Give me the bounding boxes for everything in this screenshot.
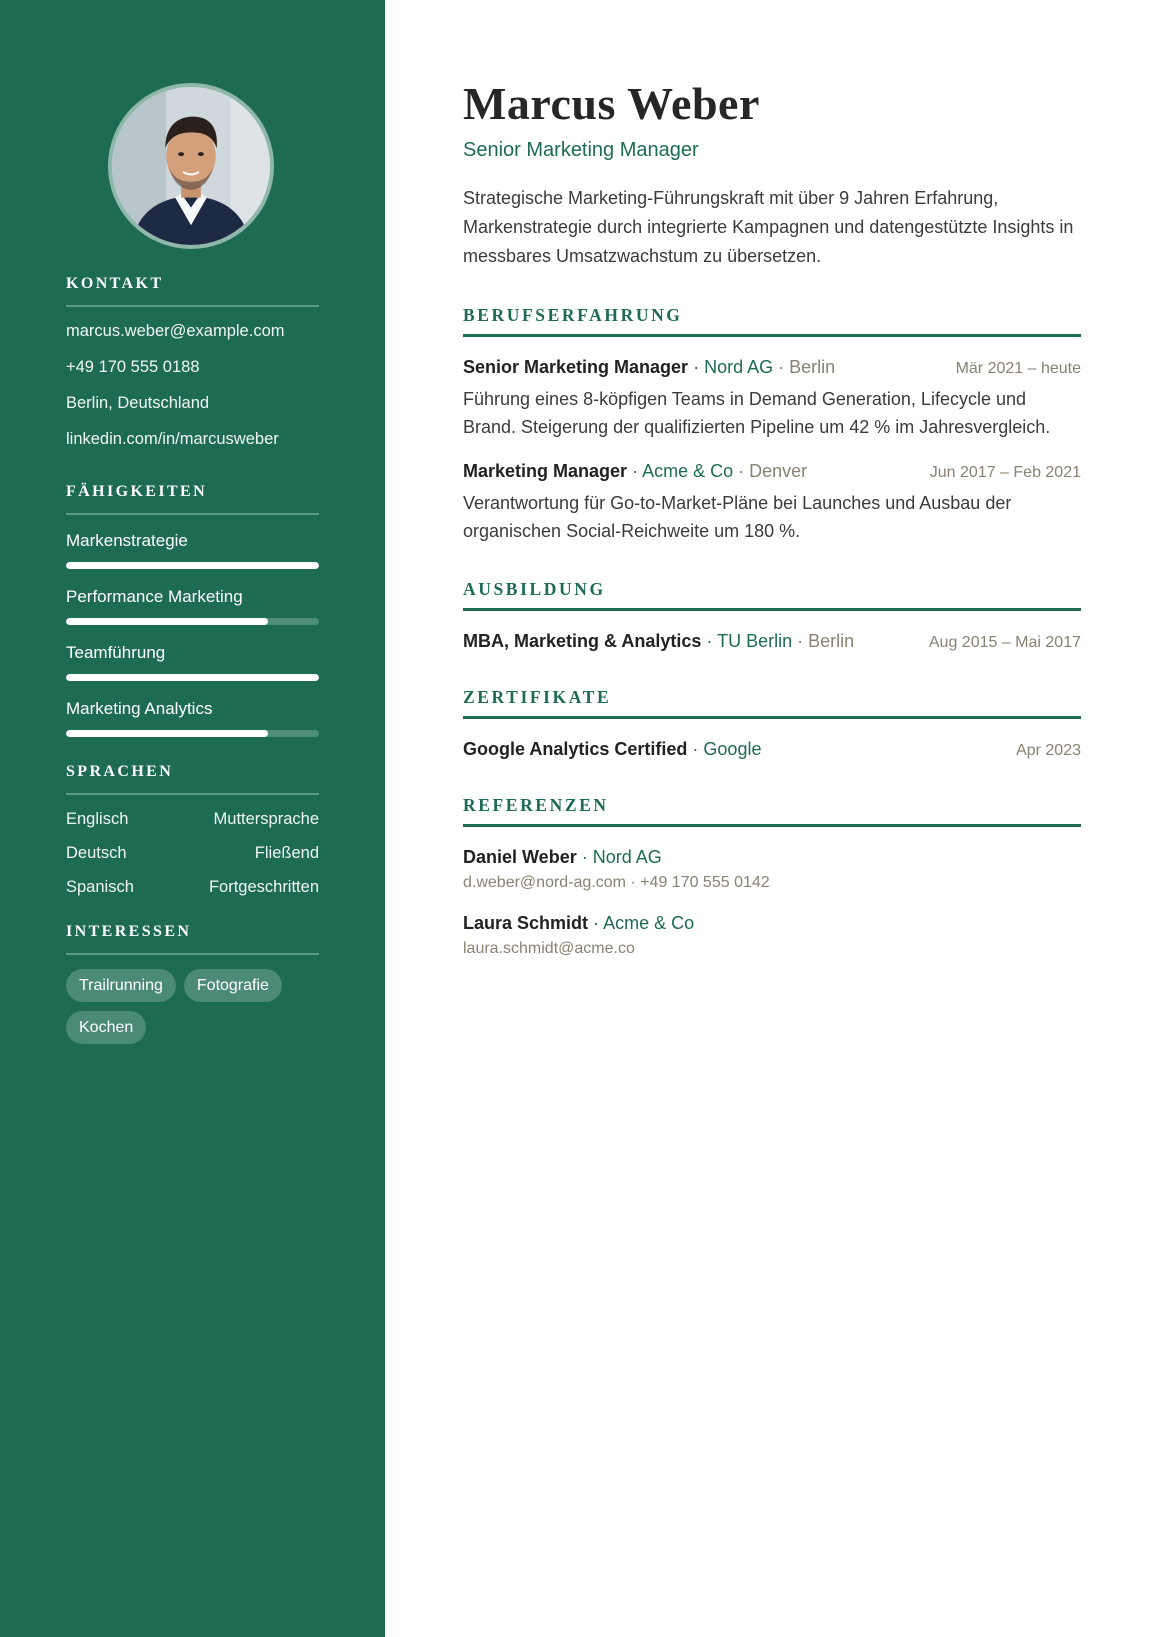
experience-section [463, 305, 1081, 545]
school-name: TU Berlin [717, 631, 793, 651]
reference-org: Nord AG [592, 847, 662, 867]
skill-label: Markenstrategie [66, 531, 188, 550]
language-level: Fortgeschritten [208, 878, 319, 896]
contact-phone[interactable]: +49 170 555 0188 [66, 358, 200, 376]
company-name: Nord AG [704, 357, 774, 377]
person-name: Marcus Weber [463, 78, 760, 129]
skill-item [66, 587, 319, 625]
language-name: Englisch [66, 810, 129, 828]
references-section [463, 795, 1081, 959]
education-entry [463, 629, 1081, 653]
job-title: Senior Marketing Manager [463, 357, 689, 377]
reference-entry [463, 911, 1081, 959]
main-content [463, 76, 1081, 959]
skill-bar [66, 674, 319, 681]
company-name: Acme & Co [642, 461, 734, 481]
certificates-heading: ZERTIFIKATE [463, 687, 1081, 719]
separator: · [797, 631, 804, 651]
skill-item [66, 531, 319, 569]
interest-tag: Fotografie [184, 969, 282, 1002]
interests-heading: INTERESSEN [66, 923, 319, 955]
contact-heading: KONTAKT [66, 275, 319, 307]
separator: · [706, 631, 713, 651]
certificate-title: Google Analytics Certified [463, 739, 688, 759]
education-section [463, 579, 1081, 653]
reference-name: Laura Schmidt [463, 913, 589, 933]
interests-tags [66, 969, 319, 1044]
references-heading: REFERENZEN [463, 795, 1081, 827]
certificate-entry [463, 737, 1081, 761]
reference-title-line [463, 911, 1081, 935]
skills-heading: FÄHIGKEITEN [66, 483, 319, 515]
separator: · [692, 739, 699, 759]
entry-title-line [463, 629, 854, 653]
contact-email[interactable]: marcus.weber@example.com [66, 322, 285, 340]
entry-header [463, 459, 1081, 483]
separator: · [632, 461, 639, 481]
interest-tag: Kochen [66, 1011, 146, 1044]
degree-title: MBA, Marketing & Analytics [463, 631, 702, 651]
languages-section [66, 763, 319, 897]
profile-photo-image [112, 87, 270, 245]
reference-title-line [463, 845, 1081, 869]
job-location: Berlin [789, 357, 836, 377]
experience-entry [463, 459, 1081, 545]
certificate-date: Apr 2023 [1016, 742, 1081, 759]
separator: · [593, 913, 600, 933]
skill-bar-fill [66, 674, 319, 681]
reference-contact[interactable]: laura.schmidt@acme.co [463, 940, 635, 957]
language-level: Muttersprache [213, 810, 319, 828]
language-name: Spanisch [66, 878, 134, 896]
separator: · [581, 847, 588, 867]
skill-label: Performance Marketing [66, 587, 243, 606]
job-description: Führung eines 8-köpfigen Teams in Demand Generation, Lifecycle und Brand. Steigerung der qualifizierten Pipeline um 42 % im Jahresvergleich. [463, 389, 1051, 437]
skill-item [66, 699, 319, 737]
language-level: Fließend [254, 844, 319, 862]
school-location: Berlin [808, 631, 855, 651]
job-description: Verantwortung für Go-to-Market-Pläne bei Launches und Ausbau der organischen Social-Reichweite um 180 %. [463, 493, 1012, 541]
entry-header [463, 355, 1081, 379]
reference-entry [463, 845, 1081, 893]
job-title: Marketing Manager [463, 461, 628, 481]
job-dates: Jun 2017 – Feb 2021 [929, 464, 1081, 481]
certificate-issuer: Google [703, 739, 762, 759]
job-location: Denver [749, 461, 808, 481]
separator: · [693, 357, 700, 377]
experience-entry [463, 355, 1081, 441]
skill-label: Marketing Analytics [66, 699, 213, 718]
job-dates: Mär 2021 – heute [955, 360, 1081, 377]
certificates-section [463, 687, 1081, 761]
entry-header [463, 737, 1081, 761]
reference-name: Daniel Weber [463, 847, 577, 867]
language-row [66, 809, 319, 829]
person-role: Senior Marketing Manager [463, 139, 699, 161]
skill-bar [66, 562, 319, 569]
skill-bar [66, 618, 319, 625]
interest-tag: Trailrunning [66, 969, 176, 1002]
entry-title-line [463, 355, 835, 379]
profile-summary: Strategische Marketing-Führungskraft mit über 9 Jahren Erfahrung, Markenstrategie durch integrierte Kampagnen und datengestützte Insights in messbares Umsatzwachstum zu übersetzen. [463, 188, 1074, 266]
languages-heading: SPRACHEN [66, 763, 319, 795]
reference-org: Acme & Co [603, 913, 695, 933]
language-row [66, 877, 319, 897]
separator: · [778, 357, 785, 377]
skill-bar-fill [66, 618, 268, 625]
education-heading: AUSBILDUNG [463, 579, 1081, 611]
skill-item [66, 643, 319, 681]
experience-heading: BERUFSERFAHRUNG [463, 305, 1081, 337]
language-name: Deutsch [66, 844, 127, 862]
entry-header [463, 629, 1081, 653]
skills-list [66, 531, 319, 737]
contact-list [66, 321, 319, 449]
separator: · [738, 461, 745, 481]
language-row [66, 843, 319, 863]
contact-linkedin[interactable]: linkedin.com/in/marcusweber [66, 430, 279, 448]
education-dates: Aug 2015 – Mai 2017 [928, 634, 1081, 651]
skill-label: Teamführung [66, 643, 166, 662]
entry-title-line [463, 459, 807, 483]
sidebar [0, 0, 385, 1637]
languages-list [66, 809, 319, 897]
interests-section [66, 923, 319, 1044]
contact-location: Berlin, Deutschland [66, 394, 210, 412]
entry-title-line [463, 737, 761, 761]
sidebar-content [66, 275, 319, 1044]
reference-contact[interactable]: d.weber@nord-ag.com · +49 170 555 0142 [463, 874, 770, 891]
profile-photo [108, 83, 274, 249]
skill-bar-fill [66, 730, 268, 737]
skills-section [66, 483, 319, 737]
skill-bar [66, 730, 319, 737]
skill-bar-fill [66, 562, 319, 569]
